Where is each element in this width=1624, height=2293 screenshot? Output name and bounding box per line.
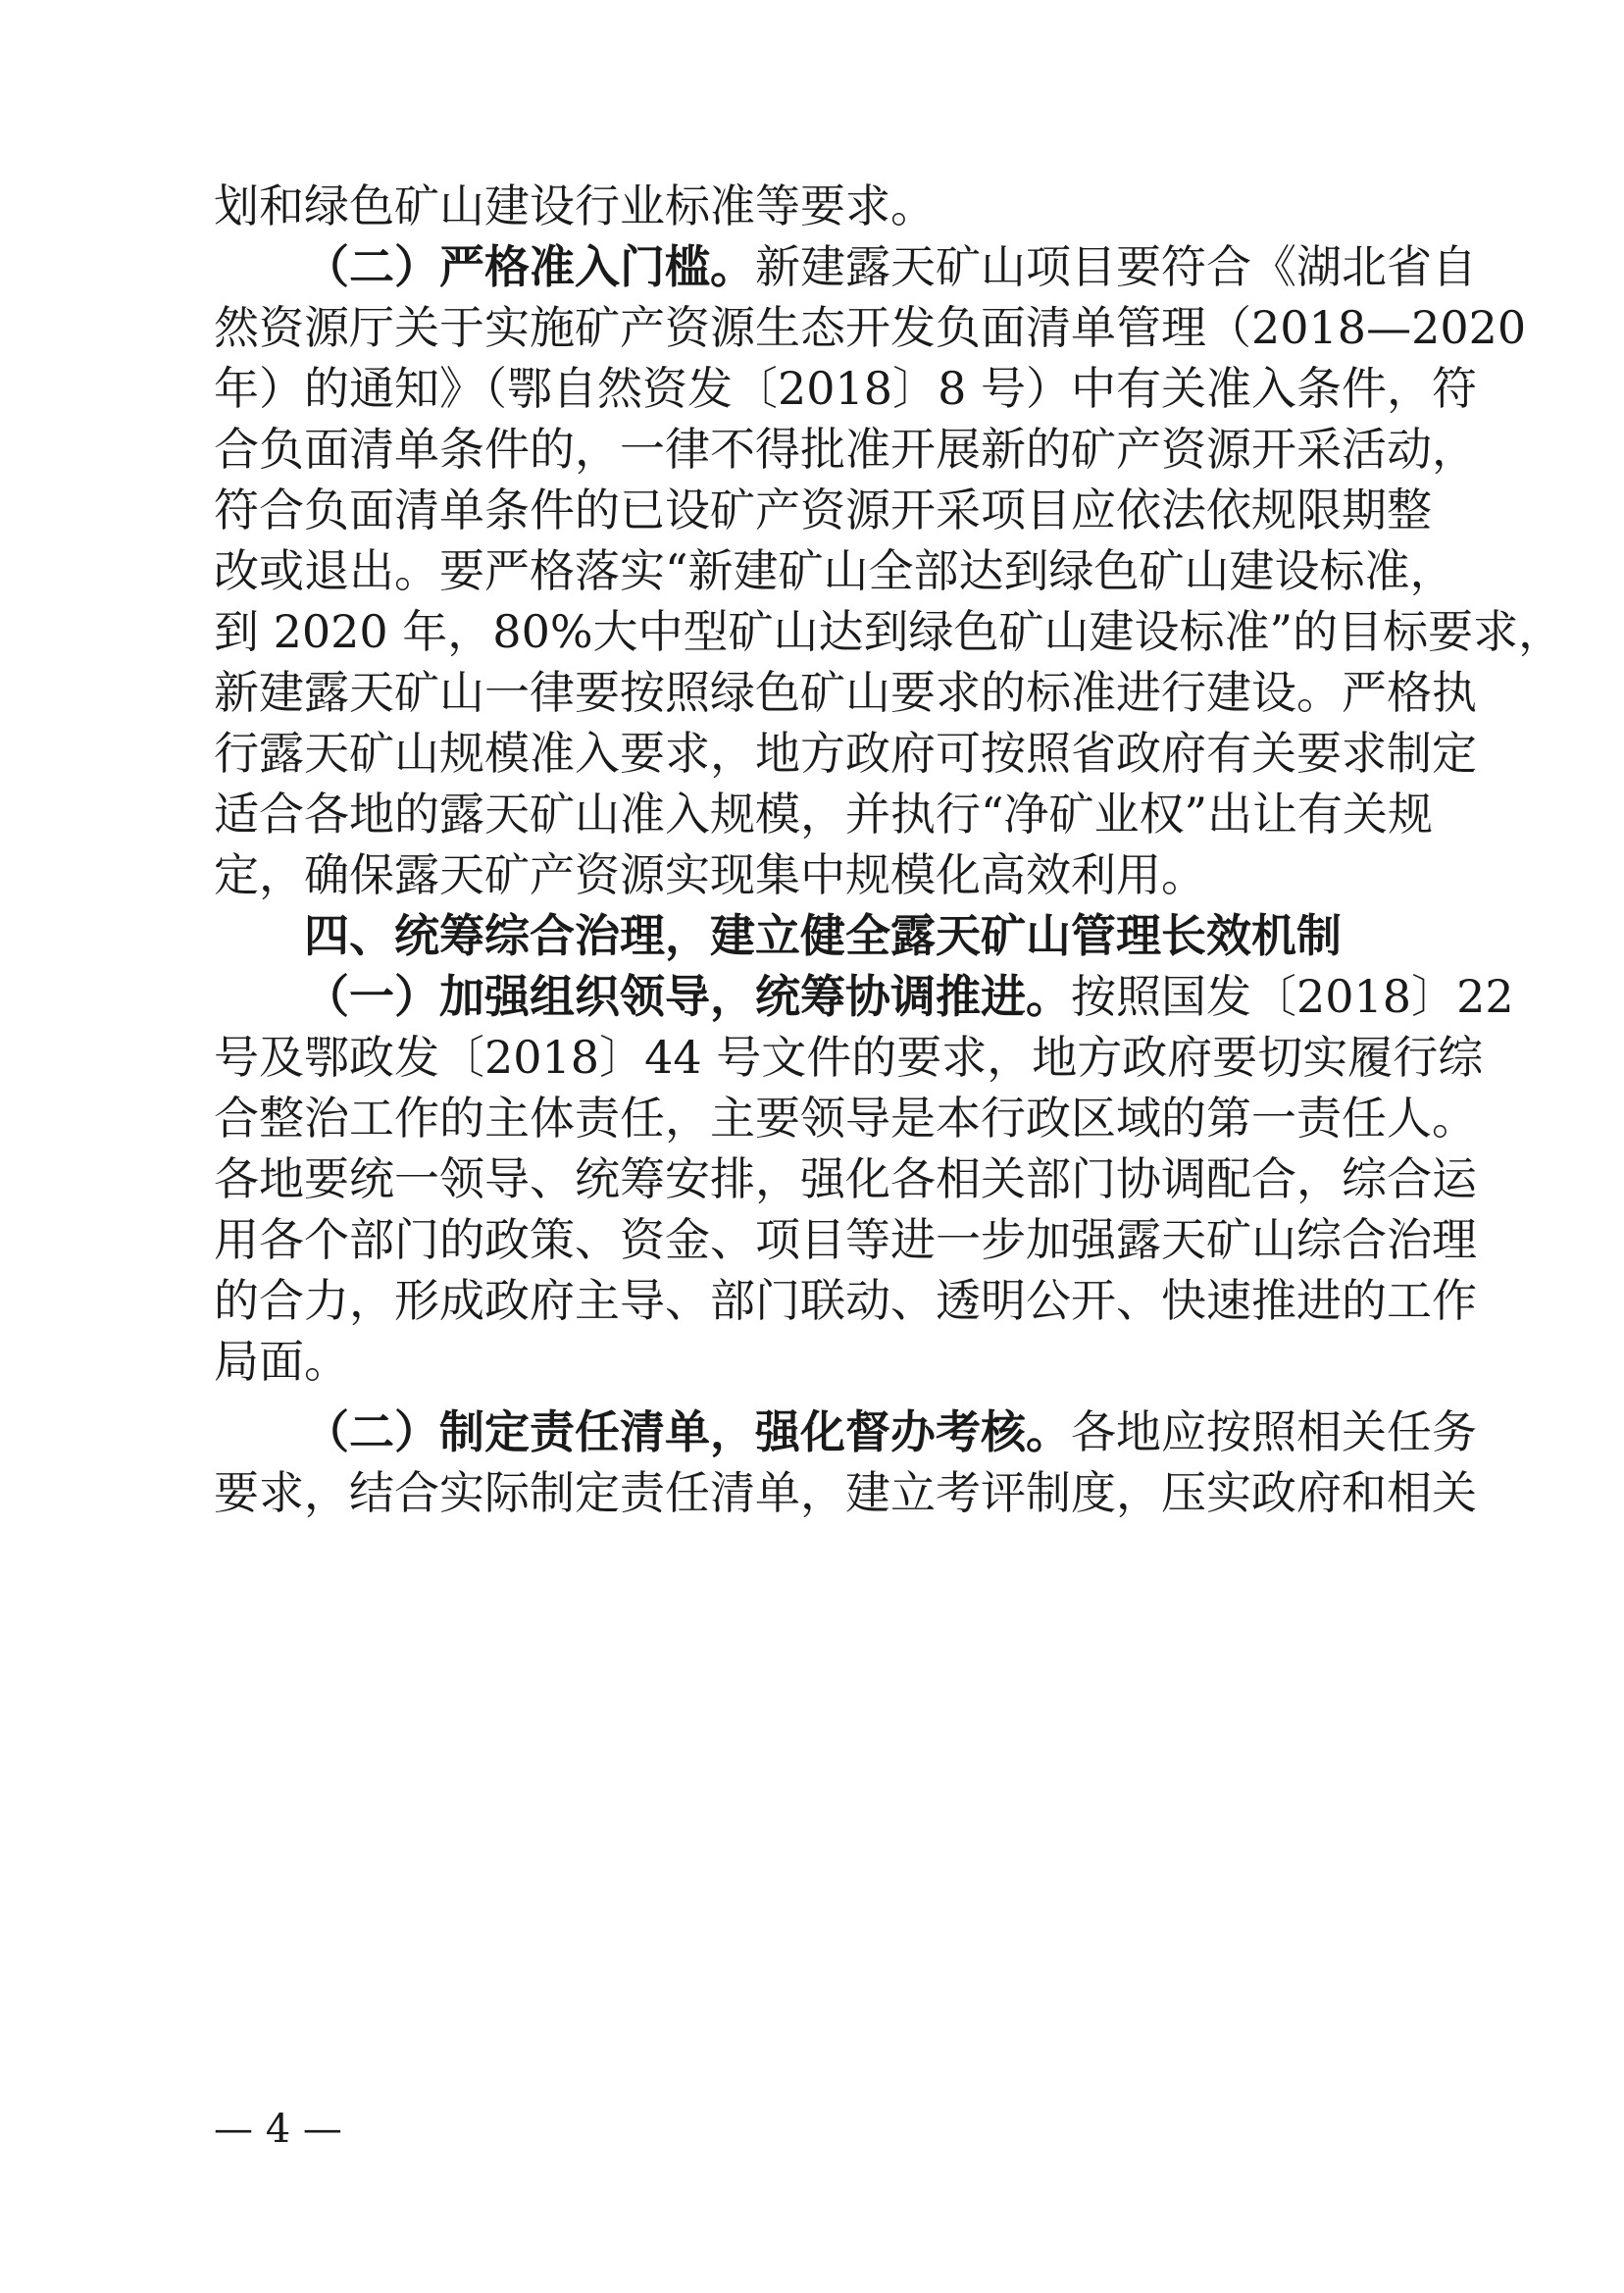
- paragraph-line: [304, 1402, 1477, 1461]
- text-line: 合负面清单条件的，一律不得批准开展新的矿产资源开采活动，: [214, 423, 1477, 476]
- text-span: 按照国发〔2018〕22: [1071, 970, 1514, 1023]
- text-line: 然资源厅关于实施矿产资源生态开发负面清单管理（2018—2020: [214, 301, 1527, 354]
- text-line: 改或退出。要严格落实“新建矿山全部达到绿色矿山建设标准，: [214, 544, 1455, 597]
- text-line: 适合各地的露天矿山准入规模，并执行“净矿业权”出让有关规: [214, 788, 1434, 841]
- page-number: — 4 —: [214, 2107, 342, 2152]
- text-line: 要求，结合实际制定责任清单，建立考评制度，压实政府和相关: [214, 1466, 1477, 1519]
- text-line: 局面。: [214, 1335, 349, 1388]
- text-line: 新建露天矿山一律要按照绿色矿山要求的标准进行建设。严格执: [214, 666, 1477, 719]
- text-line: 定，确保露天矿产资源实现集中规模化高效利用。: [214, 848, 1206, 901]
- section-heading: 四、统筹综合治理，建立健全露天矿山管理长效机制: [304, 909, 1342, 962]
- text-line: 年）的通知》（鄂自然资发〔2018〕8 号）中有关准入条件，符: [214, 362, 1477, 415]
- text-line: 的合力，形成政府主导、部门联动、透明公开、快速推进的工作: [214, 1274, 1477, 1327]
- text-line: 到 2020 年，80%大中型矿山达到绿色矿山建设标准”的目标要求，: [214, 605, 1564, 658]
- paragraph-heading: （二）制定责任清单，强化督办考核。: [304, 1405, 1071, 1458]
- paragraph-heading: （一）加强组织领导，统筹协调推进。: [304, 970, 1071, 1023]
- paragraph-heading: （二）严格准入门槛。: [304, 240, 755, 293]
- text-line: 划和绿色矿山建设行业标准等要求。: [214, 179, 936, 232]
- paragraph-line: [304, 967, 1514, 1026]
- text-line: 各地要统一领导、统筹安排，强化各相关部门协调配合，综合运: [214, 1152, 1477, 1205]
- text-span: 新建露天矿山项目要符合《湖北省自: [755, 240, 1477, 293]
- text-line: 号及鄂政发〔2018〕44 号文件的要求，地方政府要切实履行综: [214, 1031, 1484, 1084]
- text-line: 行露天矿山规模准入要求，地方政府可按照省政府有关要求制定: [214, 727, 1477, 780]
- text-line: 符合负面清单条件的已设矿产资源开采项目应依法依规限期整: [214, 484, 1432, 536]
- paragraph-line: [304, 237, 1477, 296]
- text-span: 各地应按照相关任务: [1071, 1405, 1477, 1458]
- text-line: 合整治工作的主体责任，主要领导是本行政区域的第一责任人。: [214, 1092, 1477, 1145]
- text-line: 用各个部门的政策、资金、项目等进一步加强露天矿山综合治理: [214, 1213, 1477, 1266]
